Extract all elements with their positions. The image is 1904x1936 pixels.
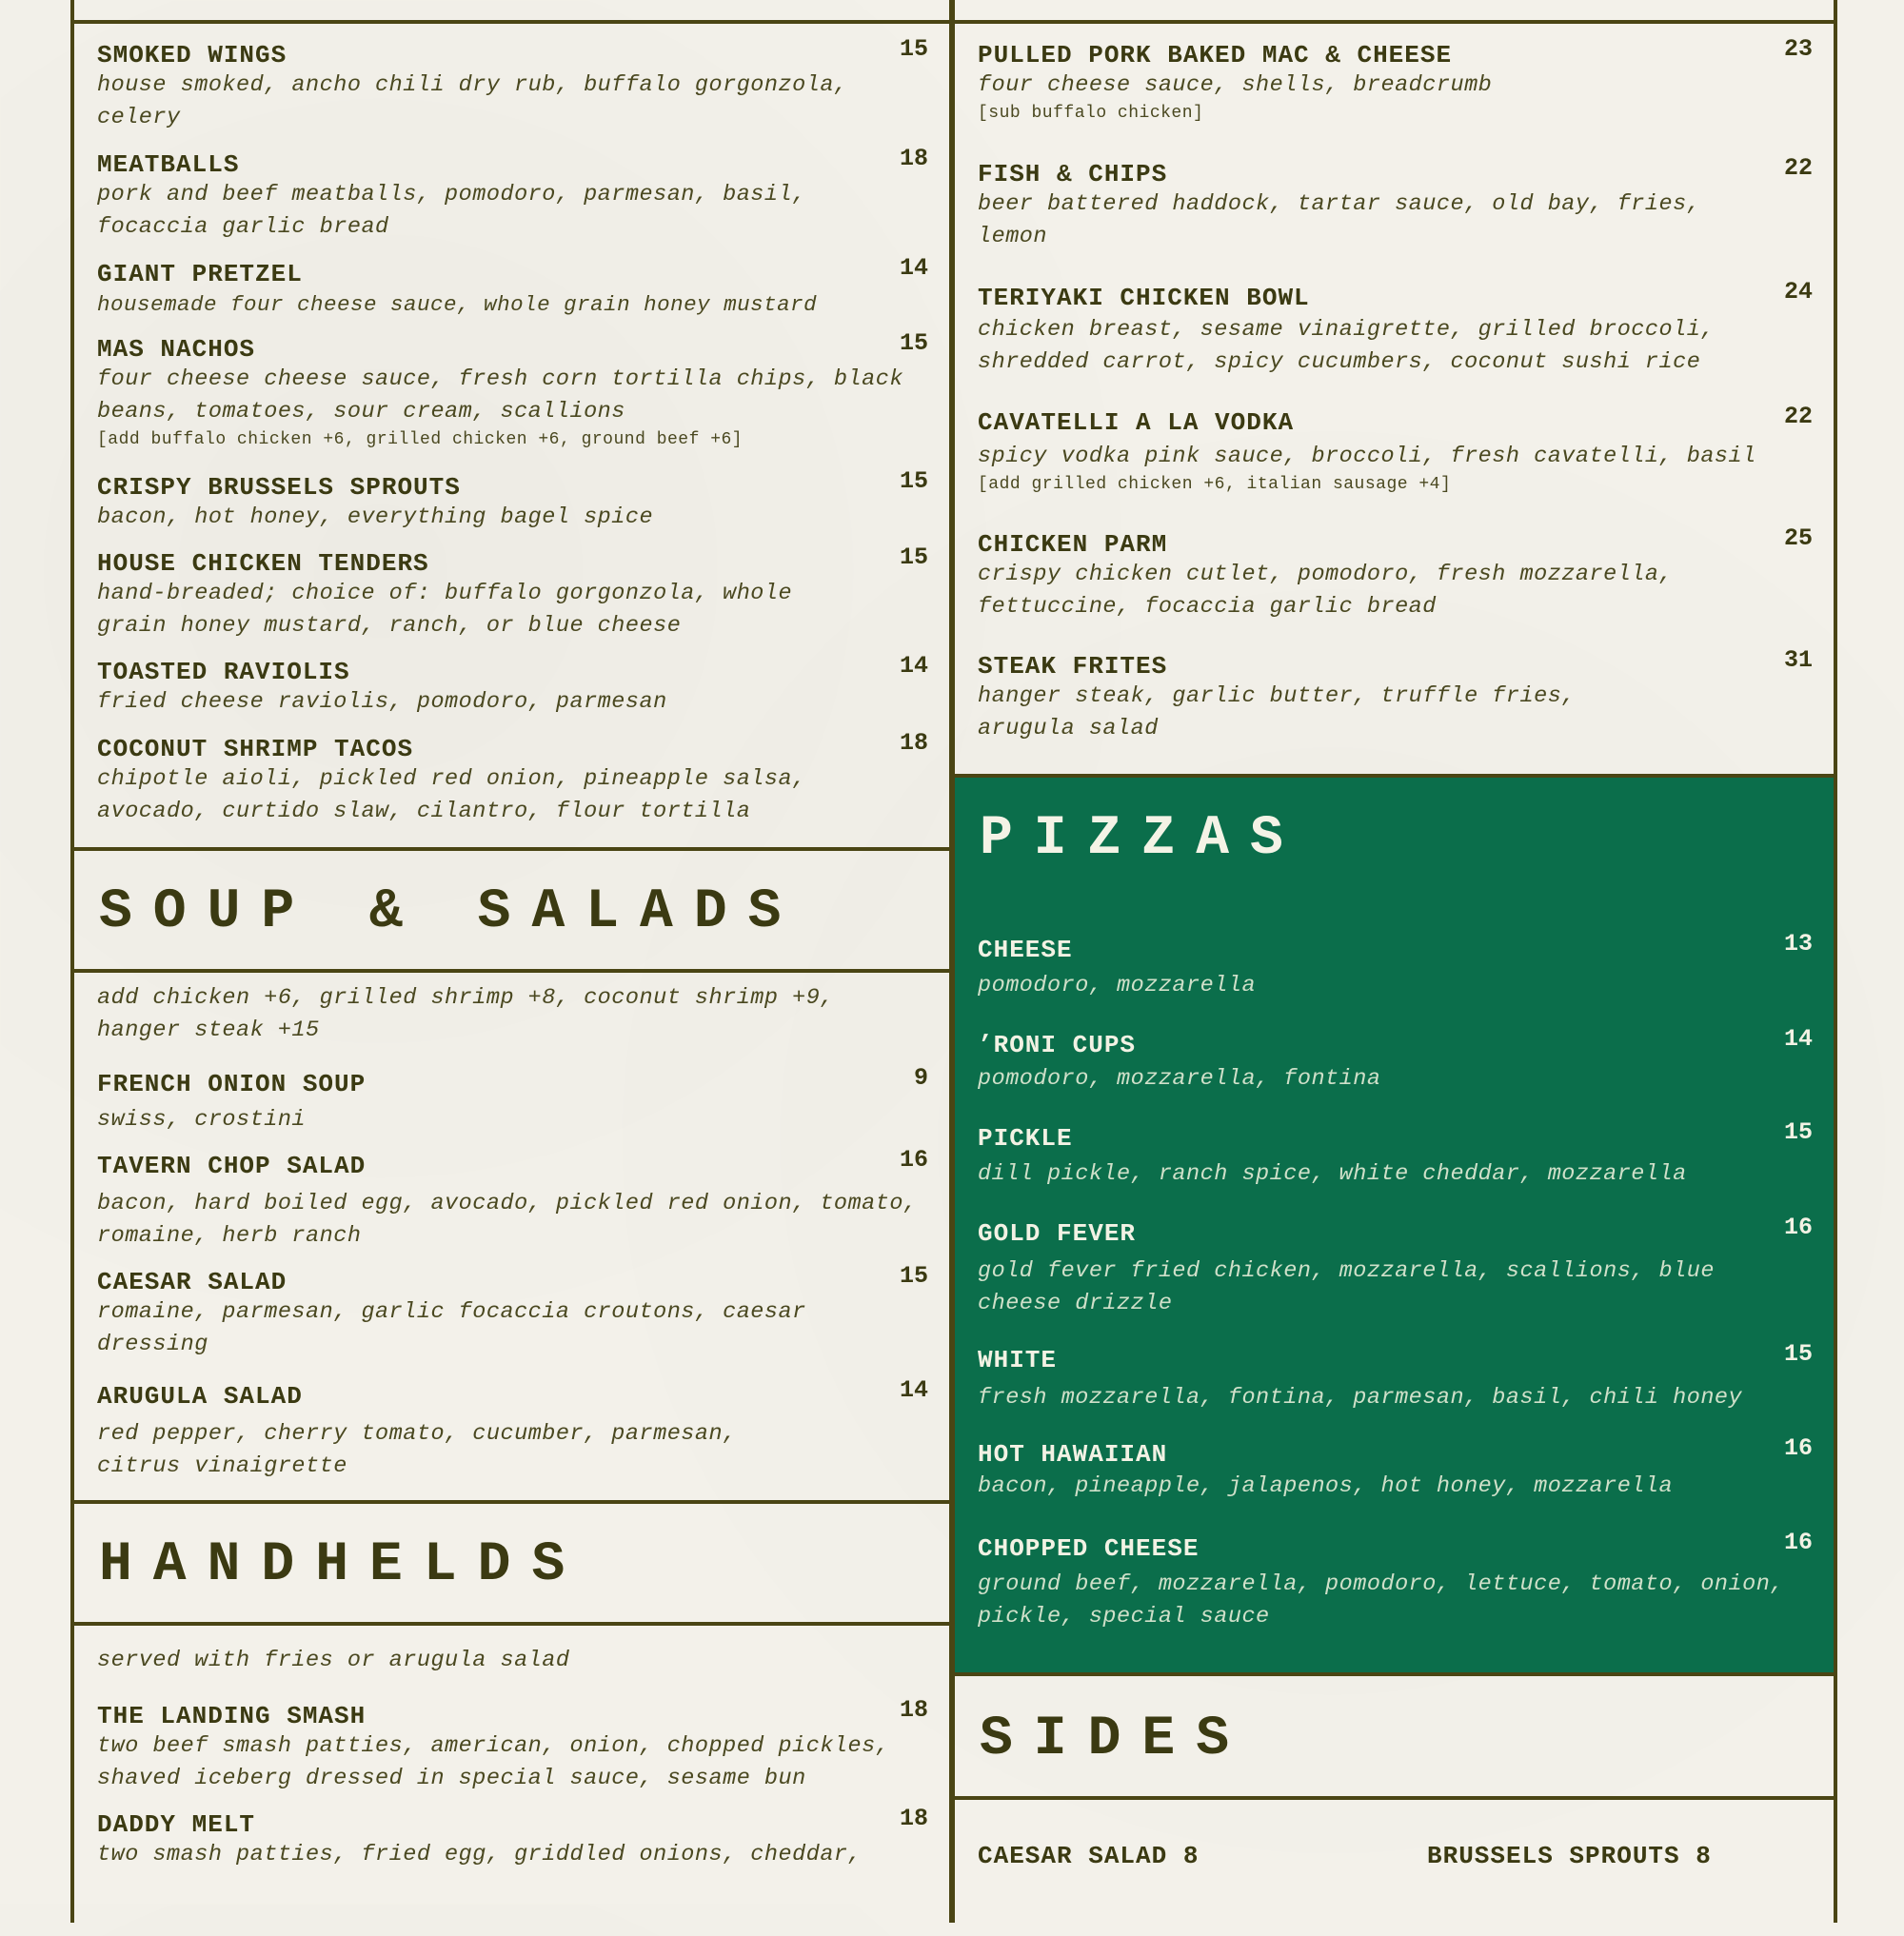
item-name: GOLD FEVER (978, 1219, 1137, 1248)
item-name: STEAK FRITES (978, 652, 1168, 681)
item-name: PULLED PORK BAKED MAC & CHEESE (978, 41, 1453, 69)
item-description: bacon, pineapple, jalapenos, hot honey, mozzarella (978, 1473, 1674, 1499)
item-addons: [add grilled chicken +6, italian sausage +4] (978, 475, 1452, 494)
menu-item (978, 930, 1813, 1002)
entrees-section (955, 20, 1834, 778)
item-price: 18 (899, 729, 928, 757)
item-price: 16 (1783, 1529, 1813, 1556)
section-note: add chicken +6, grilled shrimp +8, coconut shrimp +9, hanger steak +15 (97, 985, 834, 1043)
item-price: 24 (1783, 278, 1813, 306)
item-name: GIANT PRETZEL (97, 260, 303, 288)
menu-item (97, 1262, 928, 1361)
item-name: CHOPPED CHEESE (978, 1534, 1200, 1563)
menu-item (97, 1805, 928, 1871)
menu-item (978, 1214, 1813, 1320)
item-price: 15 (899, 329, 928, 357)
item-price: 13 (1783, 930, 1813, 958)
left-menu-column (70, 0, 953, 1923)
item-price: 14 (1783, 1025, 1813, 1053)
item-description: house smoked, ancho chili dry rub, buffalo gorgonzola, celery (97, 72, 848, 130)
item-description: housemade four cheese sauce, whole grain honey mustard (97, 292, 818, 317)
menu-item (97, 145, 928, 244)
menu-item (978, 1025, 1813, 1096)
item-price: 18 (899, 1696, 928, 1724)
item-description: fried cheese raviolis, pomodoro, parmesan (97, 689, 667, 715)
item-price: 14 (899, 1376, 928, 1404)
item-price: 15 (899, 543, 928, 571)
item-name: HOT HAWAIIAN (978, 1440, 1168, 1469)
item-name: SMOKED WINGS (97, 41, 288, 69)
item-name: CAVATELLI A LA VODKA (978, 408, 1295, 437)
item-description: swiss, crostini (97, 1107, 307, 1133)
item-price: 15 (899, 1262, 928, 1290)
item-price: 25 (1783, 524, 1813, 552)
section-title: PIZZAS (980, 808, 1304, 870)
item-description: fresh mozzarella, fontina, parmesan, basil, chili honey (978, 1385, 1743, 1411)
item-description: two beef smash patties, american, onion, chopped pickles, shaved iceberg dressed in special sauce, sesame bun (97, 1733, 890, 1791)
item-name: ARUGULA SALAD (97, 1382, 303, 1411)
item-description: four cheese cheese sauce, fresh corn tortilla chips, black beans, tomatoes, sour cream, scallions (97, 366, 903, 425)
item-price: 14 (899, 254, 928, 282)
item-description: gold fever fried chicken, mozzarella, scallions, blue cheese drizzle (978, 1258, 1715, 1316)
starters-section (74, 20, 949, 851)
right-menu-column (951, 0, 1837, 1923)
item-name: THE LANDING SMASH (97, 1702, 367, 1730)
item-price: 16 (899, 1146, 928, 1174)
item-description: pomodoro, mozzarella, fontina (978, 1066, 1381, 1092)
item-name: TAVERN CHOP SALAD (97, 1152, 367, 1180)
item-price: 16 (1783, 1434, 1813, 1462)
menu-item (97, 1146, 928, 1253)
item-price: 15 (899, 467, 928, 495)
item-name: COCONUT SHRIMP TACOS (97, 735, 414, 763)
menu-item (978, 646, 1813, 745)
menu-item (97, 1376, 928, 1483)
item-name: PICKLE (978, 1124, 1073, 1153)
pizzas-header (955, 774, 1834, 901)
menu-item (97, 254, 928, 321)
item-price: 18 (899, 145, 928, 172)
item-description: hand-breaded; choice of: buffalo gorgonzola, whole grain honey mustard, ranch, or blue cheese (97, 581, 793, 639)
side-item: CAESAR SALAD 8 (978, 1842, 1200, 1870)
item-price: 15 (1783, 1340, 1813, 1368)
menu-item (978, 35, 1813, 125)
soup-salads-section (74, 969, 949, 1504)
menu-item (97, 1696, 928, 1795)
item-description: beer battered haddock, tartar sauce, old bay, fries, lemon (978, 191, 1701, 249)
sides-section (955, 1796, 1834, 1929)
item-name: TOASTED RAVIOLIS (97, 658, 350, 686)
item-price: 31 (1783, 646, 1813, 674)
menu-item (978, 154, 1813, 253)
section-title: SIDES (980, 1709, 1251, 1770)
item-name: CHICKEN PARM (978, 530, 1168, 559)
menu-item (978, 524, 1813, 623)
item-description: dill pickle, ranch spice, white cheddar, mozzarella (978, 1161, 1687, 1187)
item-name: ’RONI CUPS (978, 1031, 1137, 1059)
item-description: chicken breast, sesame vinaigrette, grilled broccoli, shredded carrot, spicy cucumbers, coconut sushi rice (978, 317, 1715, 375)
item-name: MEATBALLS (97, 150, 240, 179)
item-price: 23 (1783, 35, 1813, 63)
item-name: WHITE (978, 1346, 1058, 1374)
item-description: red pepper, cherry tomato, cucumber, parmesan, citrus vinaigrette (97, 1421, 737, 1479)
handhelds-header (74, 1500, 949, 1626)
section-note: served with fries or arugula salad (97, 1648, 570, 1673)
menu-item (978, 1434, 1813, 1503)
menu-item (97, 467, 928, 534)
item-name: FRENCH ONION SOUP (97, 1070, 367, 1098)
item-price: 16 (1783, 1214, 1813, 1241)
item-price: 9 (913, 1064, 928, 1092)
menu-item (97, 729, 928, 828)
section-title: HANDHELDS (99, 1534, 586, 1596)
item-description: romaine, parmesan, garlic focaccia croutons, caesar dressing (97, 1299, 806, 1357)
item-description: ground beef, mozzarella, pomodoro, lettuce, tomato, onion, pickle, special sauce (978, 1571, 1784, 1630)
item-description: crispy chicken cutlet, pomodoro, fresh mozzarella, fettuccine, focaccia garlic bread (978, 562, 1674, 620)
menu-item (97, 1064, 928, 1136)
item-description: bacon, hard boiled egg, avocado, pickled red onion, tomato, romaine, herb ranch (97, 1191, 918, 1249)
menu-item (978, 1529, 1813, 1633)
side-item: BRUSSELS SPROUTS 8 (1427, 1842, 1712, 1870)
menu-item (97, 543, 928, 642)
item-description: bacon, hot honey, everything bagel spice (97, 504, 654, 530)
item-price: 18 (899, 1805, 928, 1832)
menu-item (978, 278, 1813, 379)
item-name: MAS NACHOS (97, 335, 256, 364)
item-description: two smash patties, fried egg, griddled onions, cheddar, (97, 1842, 863, 1867)
item-description: pork and beef meatballs, pomodoro, parmesan, basil, focaccia garlic bread (97, 182, 806, 240)
sides-header (955, 1672, 1834, 1800)
item-price: 15 (1783, 1118, 1813, 1146)
item-name: TERIYAKI CHICKEN BOWL (978, 284, 1310, 312)
item-price: 22 (1783, 154, 1813, 182)
menu-item (97, 329, 928, 451)
item-price: 22 (1783, 403, 1813, 430)
menu-item (978, 1340, 1813, 1414)
item-description: pomodoro, mozzarella (978, 973, 1257, 998)
item-name: CHEESE (978, 936, 1073, 964)
menu-item (978, 1118, 1813, 1191)
item-name: CRISPY BRUSSELS SPROUTS (97, 473, 461, 502)
item-price: 15 (899, 35, 928, 63)
item-name: DADDY MELT (97, 1810, 256, 1839)
handhelds-section (74, 1622, 949, 1936)
item-addons: [sub buffalo chicken] (978, 104, 1204, 123)
item-name: FISH & CHIPS (978, 160, 1168, 188)
item-addons: [add buffalo chicken +6, grilled chicken +6, ground beef +6] (97, 430, 744, 449)
menu-item (97, 652, 928, 719)
section-title: SOUP & SALADS (99, 881, 803, 943)
soup-salads-header (74, 847, 949, 973)
menu-item (97, 35, 928, 134)
item-name: CAESAR SALAD (97, 1268, 288, 1296)
item-description: hanger steak, garlic butter, truffle fries, arugula salad (978, 683, 1576, 741)
item-description: chipotle aioli, pickled red onion, pineapple salsa, avocado, curtido slaw, cilantro, flour tortilla (97, 766, 806, 824)
item-description: four cheese sauce, shells, breadcrumb (978, 72, 1493, 98)
pizzas-section (955, 898, 1834, 1676)
item-description: spicy vodka pink sauce, broccoli, fresh cavatelli, basil (978, 444, 1756, 469)
item-name: HOUSE CHICKEN TENDERS (97, 549, 429, 578)
menu-item (978, 403, 1813, 496)
item-price: 14 (899, 652, 928, 680)
